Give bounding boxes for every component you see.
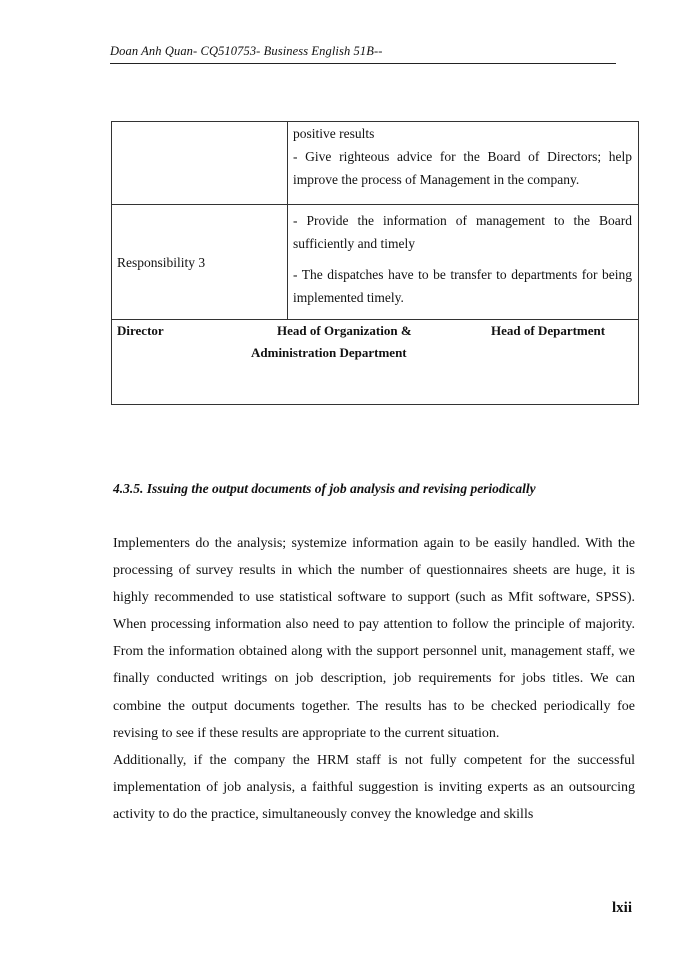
content-line: - Provide the information of management to the Board sufficiently and timely [293, 213, 632, 251]
content-line: positive results [293, 126, 375, 141]
signature-row [112, 320, 639, 405]
row-label-cell [112, 122, 288, 205]
page-header: Doan Anh Quan- CQ510753- Business English 51B-- [110, 44, 616, 64]
signature-head-org-line1: Head of Organization & [277, 323, 412, 338]
signature-head-dept: Head of Department [491, 323, 606, 338]
row-label-cell [112, 205, 288, 320]
row-content-cell [288, 205, 639, 320]
paragraph: Additionally, if the company the HRM staff is not fully competent for the successful implementation of job analysis, a faithful suggestion is inviting experts as an outsourcing activity to do the practice, simultaneously convey the knowledge and skills [113, 752, 635, 822]
section-body [113, 530, 635, 828]
page-number: lxii [612, 900, 633, 916]
responsibility-label: Responsibility 3 [117, 254, 206, 270]
row-content-cell [288, 122, 639, 205]
content-line: - Give righteous advice for the Board of Directors; help improve the process of Management in the company. [293, 149, 632, 187]
signature-head-org-line2: Administration Department [251, 345, 407, 360]
responsibility-table [111, 121, 639, 405]
signature-cell [112, 320, 639, 405]
content-line: - The dispatches have to be transfer to departments for being implemented timely. [293, 267, 632, 305]
signature-director: Director [117, 323, 164, 338]
section-heading: 4.3.5. Issuing the output documents of job analysis and revising periodically [113, 481, 536, 496]
paragraph: Implementers do the analysis; systemize information again to be easily handled. With the processing of survey results in which the number of questionnaires sheets are huge, it is highly recommended to use statistical software to support (such as Mfit software, SPSS). When processing information also need to pay attention to follow the principle of majority. From the information obtained along with the support personnel unit, management staff, we finally conducted writings on job description, job requirements for jobs titles. We can combine the output documents together. The results has to be checked periodically foe revising to see if these results are appropriate to the current situation. [113, 536, 635, 741]
table-row [112, 205, 639, 320]
table-row [112, 122, 639, 205]
